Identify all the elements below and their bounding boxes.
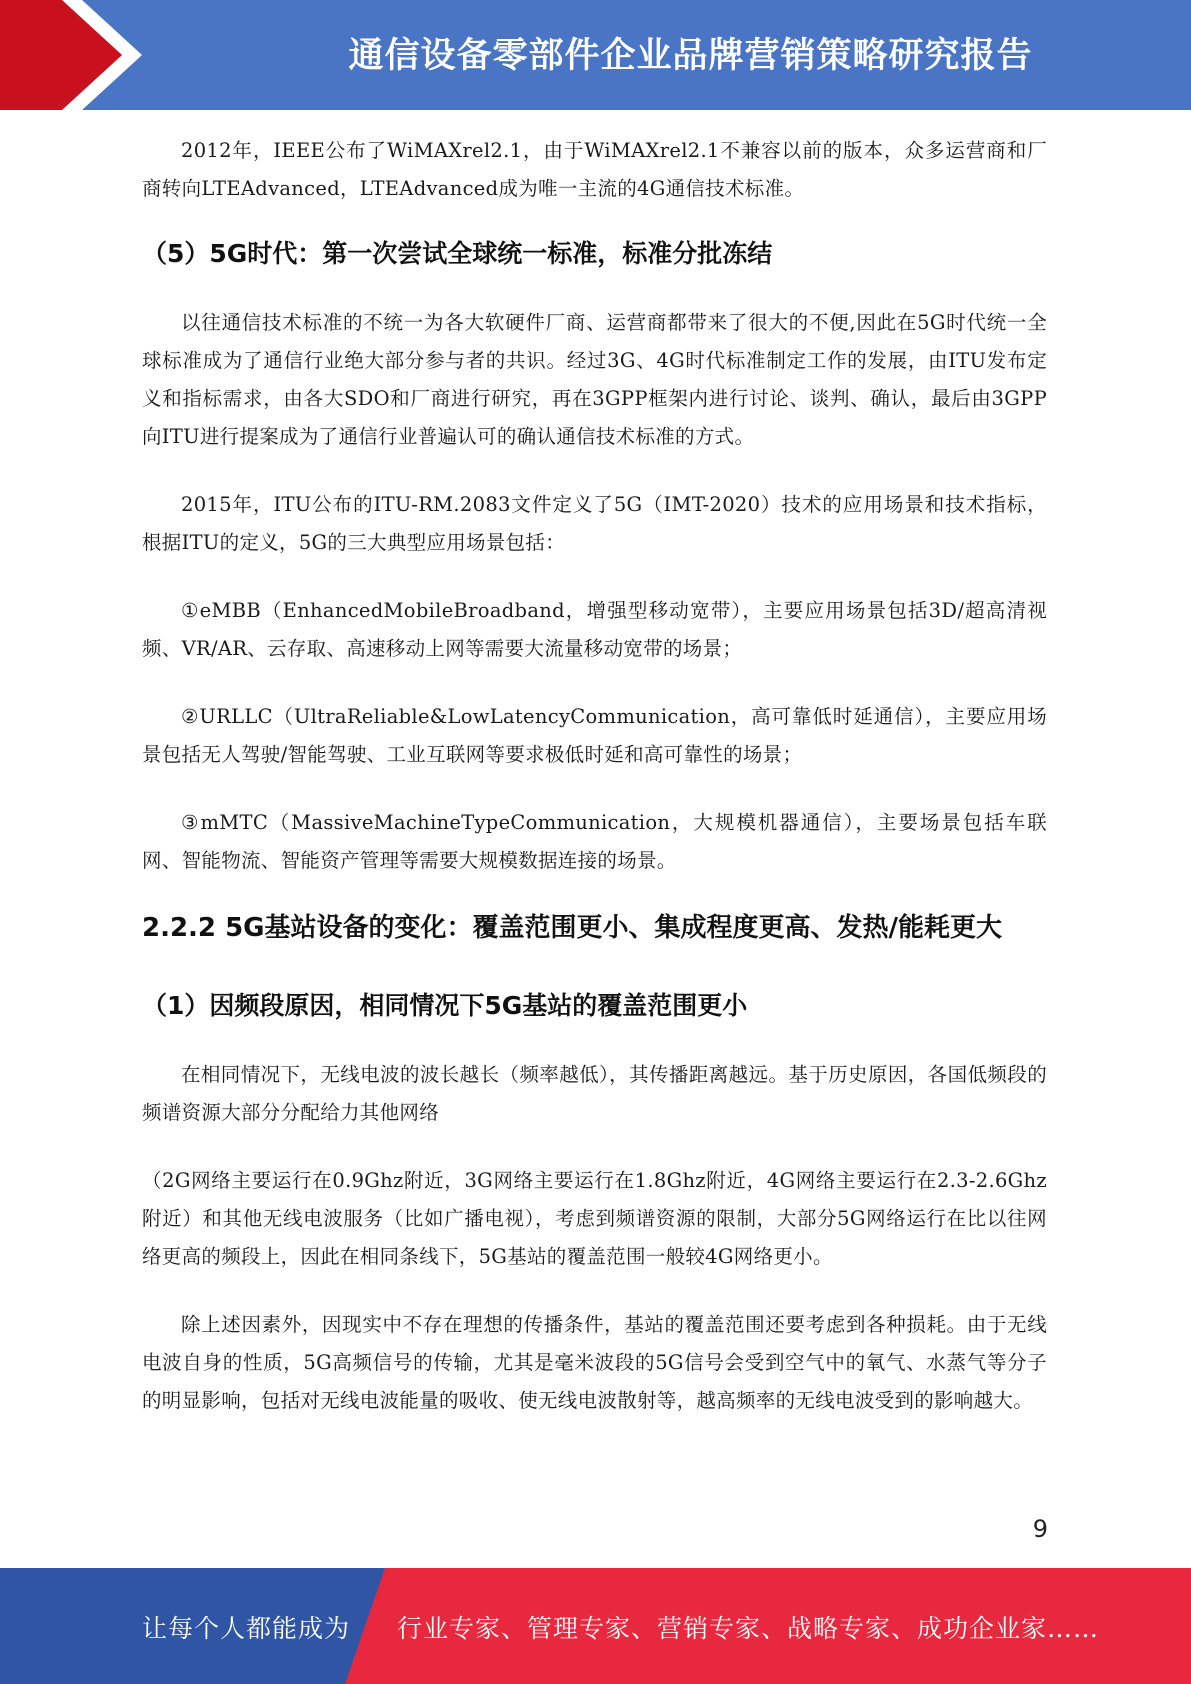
paragraph-bands: （2G网络主要运行在0.9Ghz附近，3G网络主要运行在1.8Ghz附近，4G网络主要运行在2.3-2.6Ghz附近）和其他无线电波服务（比如广播电视），考虑到频谱资源的限制，大部分5G网络运行在比以往网络更高的频段上，因此在相同条线下，5G基站的覆盖范围一般较4G网络更小。 (142, 1169, 1047, 1268)
paragraph-embb: ①eMBB（EnhancedMobileBroadband，增强型移动宽带），主要应用场景包括3D/超高清视频、VR/AR、云存取、高速移动上网等需要大流量移动宽带的场景； (142, 599, 1047, 660)
paragraph-urllc: ②URLLC（UltraReliable&LowLatencyCommunication，高可靠低时延通信），主要应用场景包括无人驾驶/智能驾驶、工业互联网等要求极低时延和高可靠性的场景； (142, 705, 1047, 766)
footer-slogan: 让每个人都能成为 (142, 1614, 351, 1643)
paragraph-wavelength: 在相同情况下，无线电波的波长越长（频率越低），其传播距离越远。基于历史原因，各国低频段的频谱资源大部分分配给力其他网络 (142, 1063, 1047, 1124)
page-number: 9 (1032, 1515, 1048, 1543)
paragraph-losses: 除上述因素外，因现实中不存在理想的传播条件，基站的覆盖范围还要考虑到各种损耗。由于无线电波自身的性质，5G高频信号的传输，尤其是毫米波段的5G信号会受到空气中的氧气、水蒸气等分子的明显影响，包括对无线电波能量的吸收、使无线电波散射等，越高频率的无线电波受到的影响越大。 (142, 1313, 1047, 1412)
heading-coverage: （1）因频段原因，相同情况下5G基站的覆盖范围更小 (142, 991, 748, 1020)
paragraph-itu-2015: 2015年，ITU公布的ITU-RM.2083文件定义了5G（IMT-2020）技术的应用场景和技术指标，根据ITU的定义，5G的三大典型应用场景包括： (142, 493, 1047, 554)
footer-tagline: 行业专家、管理专家、营销专家、战略专家、成功企业家…… (397, 1614, 1100, 1643)
header-chevron-decoration (0, 0, 160, 110)
paragraph-mmtc: ③mMTC（MassiveMachineTypeCommunication，大规模机器通信），主要场景包括车联网、智能物流、智能资产管理等需要大规模数据连接的场景。 (142, 811, 1047, 872)
report-title: 通信设备零部件企业品牌营销策略研究报告 (348, 36, 1033, 76)
paragraph-standards: 以往通信技术标准的不统一为各大软硬件厂商、运营商都带来了很大的不便,因此在5G时代统一全球标准成为了通信行业绝大部分参与者的共识。经过3G、4G时代标准制定工作的发展，由ITU发布定义和指标需求，由各大SDO和厂商进行研究，再在3GPP框架内进行讨论、谈判、确认，最后由3GPP向ITU进行提案成为了通信行业普遍认可的确认通信技术标准的方式。 (142, 311, 1047, 448)
page-header (0, 0, 1191, 110)
paragraph-wimax: 2012年，IEEE公布了WiMAXrel2.1，由于WiMAXrel2.1不兼容以前的版本，众多运营商和厂商转向LTEAdvanced，LTEAdvanced成为唯一主流的4G通信技术标准。 (142, 139, 1047, 200)
page-footer (0, 1568, 1191, 1684)
heading-5g-era: （5）5G时代：第一次尝试全球统一标准，标准分批冻结 (142, 239, 773, 268)
document-body (142, 132, 1047, 1420)
heading-section-2-2-2: 2.2.2 5G基站设备的变化：覆盖范围更小、集成程度更高、发热/能耗更大 (142, 913, 1003, 943)
